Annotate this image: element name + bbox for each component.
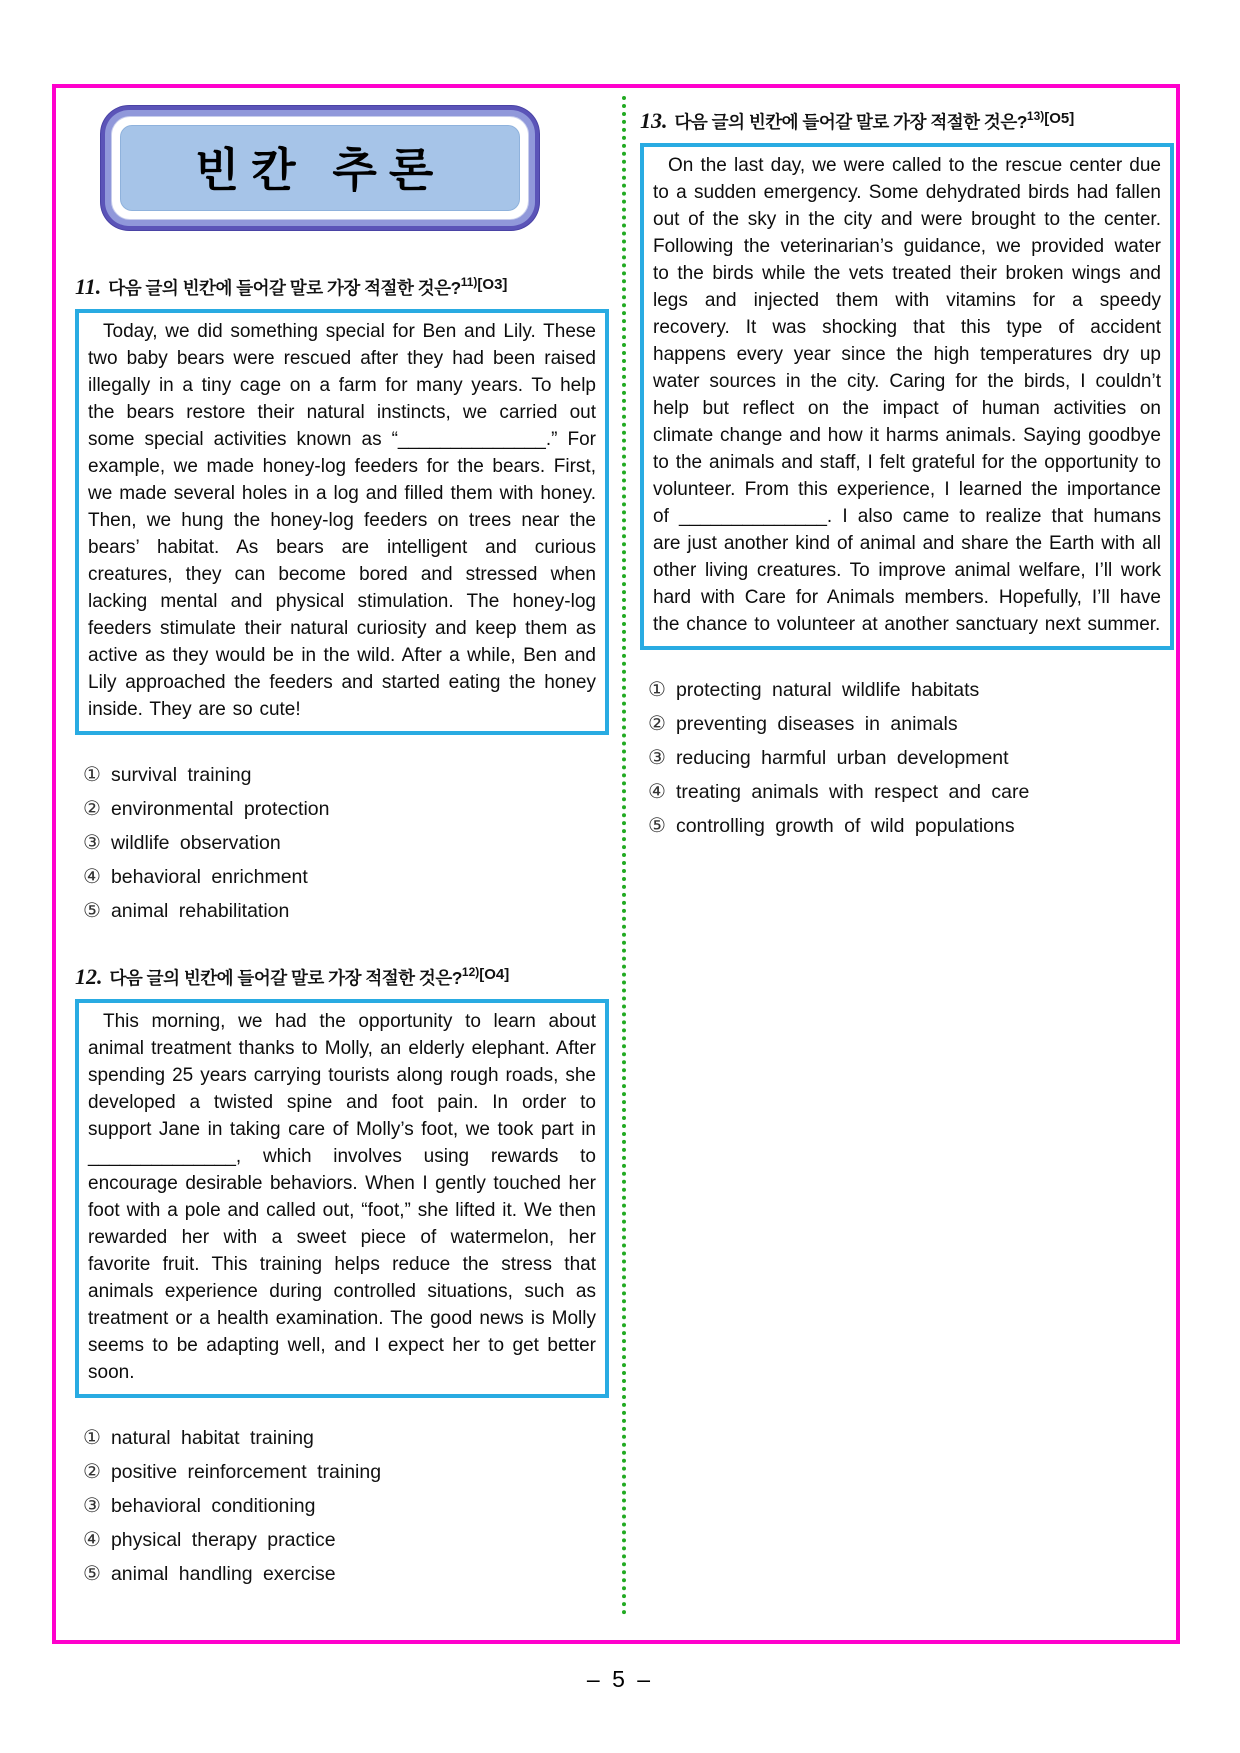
circled-number-icon: ② <box>648 713 666 735</box>
question-13 <box>640 108 1174 839</box>
question-11-prompt: 다음 글의 빈칸에 들어갈 말로 가장 적절한 것은? <box>108 278 461 298</box>
question-11-tag: [O3] <box>477 276 508 293</box>
question-13-footnote: 13) <box>1026 109 1045 123</box>
question-11-number: 11. <box>75 274 102 299</box>
banner-title: 빈칸 추론 <box>120 125 520 211</box>
title-banner-ring <box>105 110 535 226</box>
worksheet-frame <box>52 84 1180 1644</box>
question-13-option-5 <box>648 814 1174 839</box>
question-12-footnote: 12) <box>461 965 480 979</box>
question-11-option-3 <box>83 831 609 856</box>
question-11-footnote: 11) <box>460 275 478 289</box>
option-text: wildlife observation <box>110 832 281 854</box>
option-text: physical therapy practice <box>110 1529 336 1551</box>
question-13-passage-box <box>640 143 1174 650</box>
circled-number-icon: ⑤ <box>83 900 101 922</box>
option-text: treating animals with respect and care <box>675 781 1030 803</box>
circled-number-icon: ⑤ <box>83 1563 101 1585</box>
question-13-header <box>640 108 1174 134</box>
option-text: environmental protection <box>110 798 330 820</box>
question-12-prompt: 다음 글의 빈칸에 들어갈 말로 가장 적절한 것은? <box>109 968 462 988</box>
question-12-option-5 <box>83 1562 609 1587</box>
circled-number-icon: ④ <box>648 781 666 803</box>
option-text: animal rehabilitation <box>110 900 290 922</box>
option-text: natural habitat training <box>110 1427 314 1449</box>
option-text: reducing harmful urban development <box>675 747 1009 769</box>
circled-number-icon: ③ <box>83 832 101 854</box>
circled-number-icon: ⑤ <box>648 815 666 837</box>
title-banner-inner-ring <box>111 116 529 220</box>
page-number: – 5 – <box>586 1666 654 1692</box>
question-13-option-3 <box>648 746 1174 771</box>
question-11-options <box>75 763 609 924</box>
question-12-option-3 <box>83 1494 609 1519</box>
option-text: protecting natural wildlife habitats <box>675 679 980 701</box>
question-13-option-1 <box>648 678 1174 703</box>
circled-number-icon: ① <box>83 764 101 786</box>
question-12-option-4 <box>83 1528 609 1553</box>
circled-number-icon: ④ <box>83 1529 101 1551</box>
question-12-tag: [O4] <box>479 966 510 983</box>
circled-number-icon: ② <box>83 798 101 820</box>
question-11-option-4 <box>83 865 609 890</box>
question-12-passage-text: This morning, we had the opportunity to learn about animal treatment thanks to Molly, an elderly elephant. After spending 25 years carrying tourists along rough roads, she developed a twisted spine and foot pain. In order to support Jane in taking care of Molly’s foot, we took part in ______________, which involves using rewards to encourage desirable behaviors. When I gently touched her foot with a pole and called out, “foot,” she lifted it. We then rewarded her with a sweet piece of watermelon, her favorite fruit. This training helps reduce the stress that animals experience during controlled situations, such as treatment or a health examination. The good news is Molly seems to be adapting well, and I expect her to get better soon. <box>88 1011 596 1383</box>
circled-number-icon: ① <box>648 679 666 701</box>
question-13-prompt: 다음 글의 빈칸에 들어갈 말로 가장 적절한 것은? <box>674 112 1027 132</box>
option-text: controlling growth of wild populations <box>675 815 1015 837</box>
question-13-option-2 <box>648 712 1174 737</box>
option-text: behavioral conditioning <box>110 1495 316 1517</box>
option-text: animal handling exercise <box>110 1563 336 1585</box>
question-13-passage-text: On the last day, we were called to the rescue center due to a sudden emergency. Some dehydrated birds had fallen out of the sky in the city and were brought to the center. Following the veterinarian’s guidance, we provided water to the birds while the vets treated their broken wings and legs and injected them with vitamins for a speedy recovery. It was shocking that this type of accident happens every year since the high temperatures dry up water sources in the city. Caring for the birds, I couldn’t help but reflect on the impact of human activities on climate change and how it harms animals. Saying goodbye to the animals and staff, I felt grateful for the opportunity to volunteer. From this experience, I learned the importance of ______________. I also came to realize that humans are just another kind of animal and share the Earth with all other living creatures. To improve animal welfare, I’ll work hard with Care for Animals members. Hopefully, I’ll have the chance to volunteer at another sanctuary next summer. <box>653 155 1161 635</box>
question-12-header <box>75 964 609 990</box>
question-11-option-2 <box>83 797 609 822</box>
circled-number-icon: ④ <box>83 866 101 888</box>
question-12-option-2 <box>83 1460 609 1485</box>
question-11-header <box>75 274 609 300</box>
right-column <box>640 88 1174 848</box>
question-13-tag: [O5] <box>1044 110 1075 127</box>
question-11-option-1 <box>83 763 609 788</box>
question-11-option-5 <box>83 899 609 924</box>
question-12-options <box>75 1426 609 1587</box>
question-13-option-4 <box>648 780 1174 805</box>
question-11-passage-box <box>75 309 609 735</box>
option-text: survival training <box>110 764 252 786</box>
option-text: preventing diseases in animals <box>675 713 958 735</box>
question-12-passage-box <box>75 999 609 1398</box>
question-12-number: 12. <box>75 964 103 989</box>
title-banner <box>101 106 539 230</box>
circled-number-icon: ① <box>83 1427 101 1449</box>
option-text: positive reinforcement training <box>110 1461 382 1483</box>
option-text: behavioral enrichment <box>110 866 308 888</box>
column-divider <box>622 96 626 1616</box>
circled-number-icon: ③ <box>648 747 666 769</box>
question-12-option-1 <box>83 1426 609 1451</box>
question-12 <box>75 964 609 1587</box>
circled-number-icon: ② <box>83 1461 101 1483</box>
question-11-passage-text: Today, we did something special for Ben and Lily. These two baby bears were rescued after they had been raised illegally in a tiny cage on a farm for many years. To help the bears restore their natural instincts, we carried out some special activities known as “______________.” For example, we made honey-log feeders for the bears. First, we made several holes in a log and filled them with honey. Then, we hung the honey-log feeders on trees near the bears’ habitat. As bears are intelligent and curious creatures, they can become bored and stressed when lacking mental and physical stimulation. The honey-log feeders stimulate their natural curiosity and keep them as active as they would be in the wild. After a while, Ben and Lily approached the feeders and started eating the honey inside. They are so cute! <box>88 321 596 720</box>
question-13-number: 13. <box>640 108 668 133</box>
question-11 <box>75 274 609 924</box>
left-column <box>75 88 609 1596</box>
question-13-options <box>640 678 1174 839</box>
circled-number-icon: ③ <box>83 1495 101 1517</box>
